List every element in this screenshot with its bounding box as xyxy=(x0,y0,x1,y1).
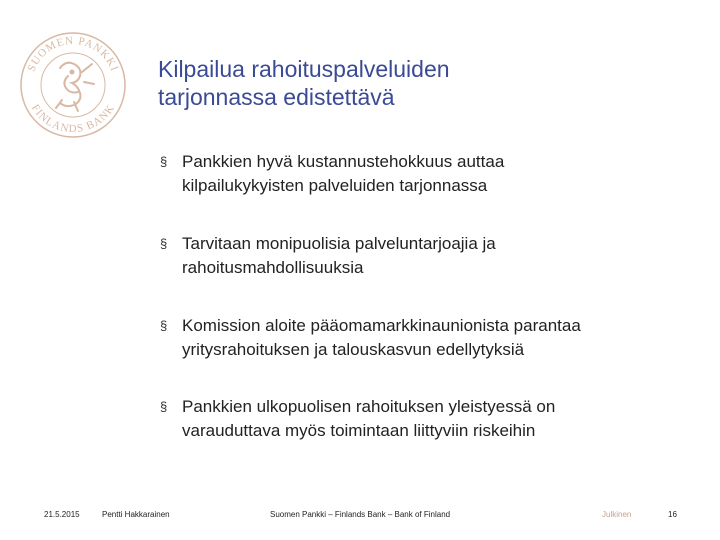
logo-ring-text-bottom: FINLANDS BANK xyxy=(28,102,118,136)
title-line-1: Kilpailua rahoituspalveluiden xyxy=(158,56,450,82)
bank-logo-seal xyxy=(18,30,128,140)
bullet-marker: § xyxy=(160,154,168,169)
bullet-marker: § xyxy=(160,318,168,333)
bullet-line-2: kilpailukykyisten palveluiden tarjonnassa xyxy=(182,176,488,195)
footer-classification: Julkinen xyxy=(602,510,632,519)
bullet-item xyxy=(158,150,678,198)
lion-emblem-icon xyxy=(56,63,94,111)
bullet-line-1: Pankkien ulkopuolisen rahoituksen yleistyessä on xyxy=(182,397,556,416)
svg-text:SUOMEN PANKKI xyxy=(26,35,121,74)
bullet-line-1: Pankkien hyvä kustannustehokkuus auttaa xyxy=(182,152,505,171)
bullet-item xyxy=(158,232,678,280)
footer-page-number: 16 xyxy=(668,510,677,519)
slide-title xyxy=(158,55,678,111)
bullet-marker: § xyxy=(160,236,168,251)
bullet-line-1: Tarvitaan monipuolisia palveluntarjoajia ja xyxy=(182,234,496,253)
bullet-line-1: Komission aloite pääomamarkkinaunionista parantaa xyxy=(182,316,581,335)
title-line-2: tarjonnassa edistettävä xyxy=(158,84,395,110)
logo-ring-text-top: SUOMEN PANKKI xyxy=(25,34,121,74)
footer-organization: Suomen Pankki – Finlands Bank – Bank of Finland xyxy=(270,510,451,519)
bullet-item xyxy=(158,395,678,443)
bullet-line-2: varauduttava myös toimintaan liittyviin riskeihin xyxy=(182,421,536,440)
footer-author: Pentti Hakkarainen xyxy=(102,510,170,519)
bullet-line-2: yritysrahoituksen ja talouskasvun edellytyksiä xyxy=(182,340,525,359)
bullet-marker: § xyxy=(160,399,168,414)
svg-text:FINLANDS BANK xyxy=(29,102,117,135)
footer-date: 21.5.2015 xyxy=(44,510,80,519)
bullet-item xyxy=(158,314,678,362)
bullet-line-2: rahoitusmahdollisuuksia xyxy=(182,258,364,277)
